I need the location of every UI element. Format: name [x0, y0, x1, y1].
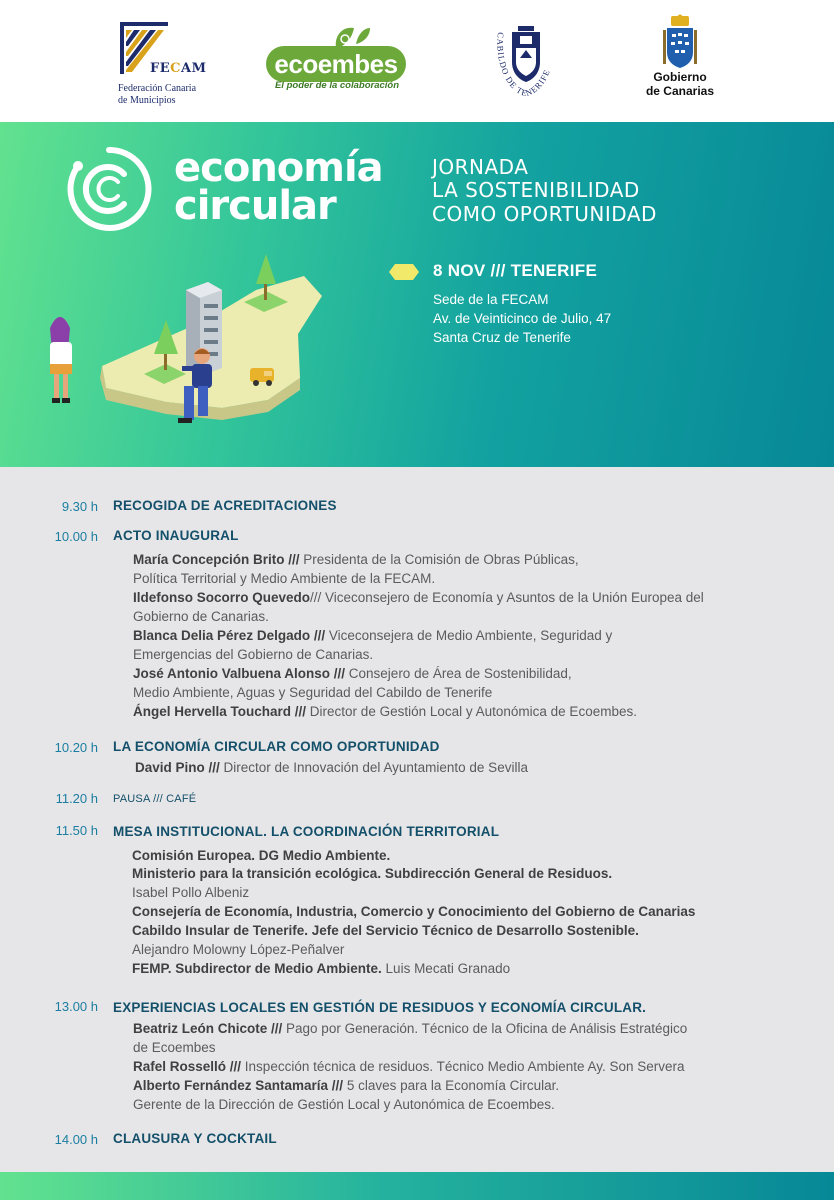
venue-line1: Sede de la FECAM — [433, 292, 549, 307]
tenerife-island-illustration — [36, 250, 336, 450]
ecoembes-wordmark: ecoembes — [274, 49, 398, 79]
speaker-line: Isabel Pollo Albeniz — [132, 885, 250, 900]
event-date: 8 NOV /// TENERIFE — [433, 261, 598, 280]
agenda-title: RECOGIDA DE ACREDITACIONES — [113, 498, 337, 513]
fecam-wordmark: FECAM — [150, 61, 207, 76]
speaker-line: Blanca Delia Pérez Delgado /// Viceconsejera de Medio Ambiente, Seguridad y — [133, 628, 613, 643]
speaker-line: Medio Ambiente, Aguas y Seguridad del Cabildo de Tenerife — [133, 685, 493, 700]
cabildo-tenerife-logo — [490, 18, 562, 102]
speaker-line: David Pino /// Director de Innovación del Ayuntamiento de Sevilla — [135, 760, 528, 775]
speaker-line: Gobierno de Canarias. — [133, 609, 269, 624]
agenda-title: LA ECONOMÍA CIRCULAR COMO OPORTUNIDAD — [113, 739, 440, 754]
logo-strip — [0, 0, 834, 122]
agenda-title: MESA INSTITUCIONAL. LA COORDINACIÓN TERRITORIAL — [113, 824, 500, 839]
agenda-time: 11.20 h — [55, 791, 98, 806]
speaker-line: José Antonio Valbuena Alonso /// Consejero de Área de Sostenibilidad, — [133, 666, 572, 681]
speaker-line: Emergencias del Gobierno de Canarias. — [133, 647, 374, 662]
circular-economy-icon — [64, 144, 154, 234]
jornada-line1: JORNADA — [432, 155, 529, 179]
speaker-line: María Concepción Brito /// Presidenta de la Comisión de Obras Públicas, — [133, 552, 579, 567]
agenda-title: PAUSA /// CAFÉ — [113, 793, 197, 805]
fecam-logo — [118, 20, 228, 110]
gobierno-canarias-logo — [640, 14, 720, 104]
agenda-time: 10.00 h — [54, 529, 98, 544]
speaker-line: FEMP. Subdirector de Medio Ambiente. Luis Mecati Granado — [132, 961, 511, 976]
cabildo-shield-icon — [490, 18, 562, 102]
svg-text:CABILDO DE TENERIFE: CABILDO DE TENERIFE — [495, 31, 553, 99]
agenda-time: 13.00 h — [54, 999, 98, 1014]
speaker-line: de Ecoembes — [133, 1040, 216, 1055]
venue-line3: Santa Cruz de Tenerife — [433, 330, 571, 345]
ecoembes-tagline: El poder de la colaboración — [274, 80, 400, 91]
speaker-line: Alejandro Molowny López-Peñalver — [132, 942, 345, 957]
agenda-time: 10.20 h — [54, 740, 98, 755]
speaker-line: Política Territorial y Medio Ambiente de la FECAM. — [133, 571, 436, 586]
fecam-name-line1: Federación Canaria — [118, 83, 197, 94]
speaker-line: Cabildo Insular de Tenerife. Jefe del Servicio Técnico de Desarrollo Sostenible. — [132, 923, 639, 938]
ecoembes-logo — [266, 24, 408, 96]
jornada-line3: COMO OPORTUNIDAD — [432, 202, 657, 226]
agenda-title: ACTO INAUGURAL — [113, 528, 239, 543]
canarias-coat-of-arms-icon — [640, 14, 720, 70]
agenda-time: 11.50 h — [55, 823, 98, 838]
agenda-title: CLAUSURA Y COCKTAIL — [113, 1131, 277, 1146]
speaker-line: Alberto Fernández Santamaría /// 5 claves para la Economía Circular. — [133, 1078, 560, 1093]
speaker-line: Beatriz León Chicote /// Pago por Generación. Técnico de la Oficina de Análisis Estratégico — [133, 1021, 688, 1036]
speaker-line: Consejería de Economía, Industria, Comercio y Conocimiento del Gobierno de Canarias — [132, 904, 696, 919]
speaker-line: Ildefonso Socorro Quevedo/// Viceconsejero de Economía y Asuntos de la Unión Europea del — [133, 590, 704, 605]
event-banner — [0, 122, 834, 467]
speaker-line: Ángel Hervella Touchard /// Director de Gestión Local y Autonómica de Ecoembes. — [133, 704, 637, 719]
hexagon-icon — [388, 263, 420, 281]
jornada-line2: LA SOSTENIBILIDAD — [432, 178, 640, 202]
brand-economia: economía — [174, 145, 383, 191]
agenda-title: EXPERIENCIAS LOCALES EN GESTIÓN DE RESIDUOS Y ECONOMÍA CIRCULAR. — [113, 1000, 647, 1015]
speaker-line: Gerente de la Dirección de Gestión Local y Autonómica de Ecoembes. — [133, 1097, 555, 1112]
fecam-name-line2: de Municipios — [118, 95, 176, 106]
program-agenda — [0, 467, 834, 1172]
speaker-line: Rafel Rosselló /// Inspección técnica de residuos. Técnico Medio Ambiente Ay. Son Servera — [133, 1059, 685, 1074]
agenda-time: 14.00 h — [54, 1132, 98, 1147]
venue-line2: Av. de Veinticinco de Julio, 47 — [433, 311, 612, 326]
agenda-time: 9.30 h — [61, 499, 98, 514]
footer-gradient-bar — [0, 1172, 834, 1200]
speaker-line: Ministerio para la transición ecológica. Subdirección General de Residuos. — [132, 866, 613, 881]
gobierno-line2: de Canarias — [645, 84, 715, 98]
speaker-line: Comisión Europea. DG Medio Ambiente. — [132, 848, 391, 863]
gobierno-line1: Gobierno — [653, 70, 707, 84]
brand-circular: circular — [174, 183, 336, 229]
